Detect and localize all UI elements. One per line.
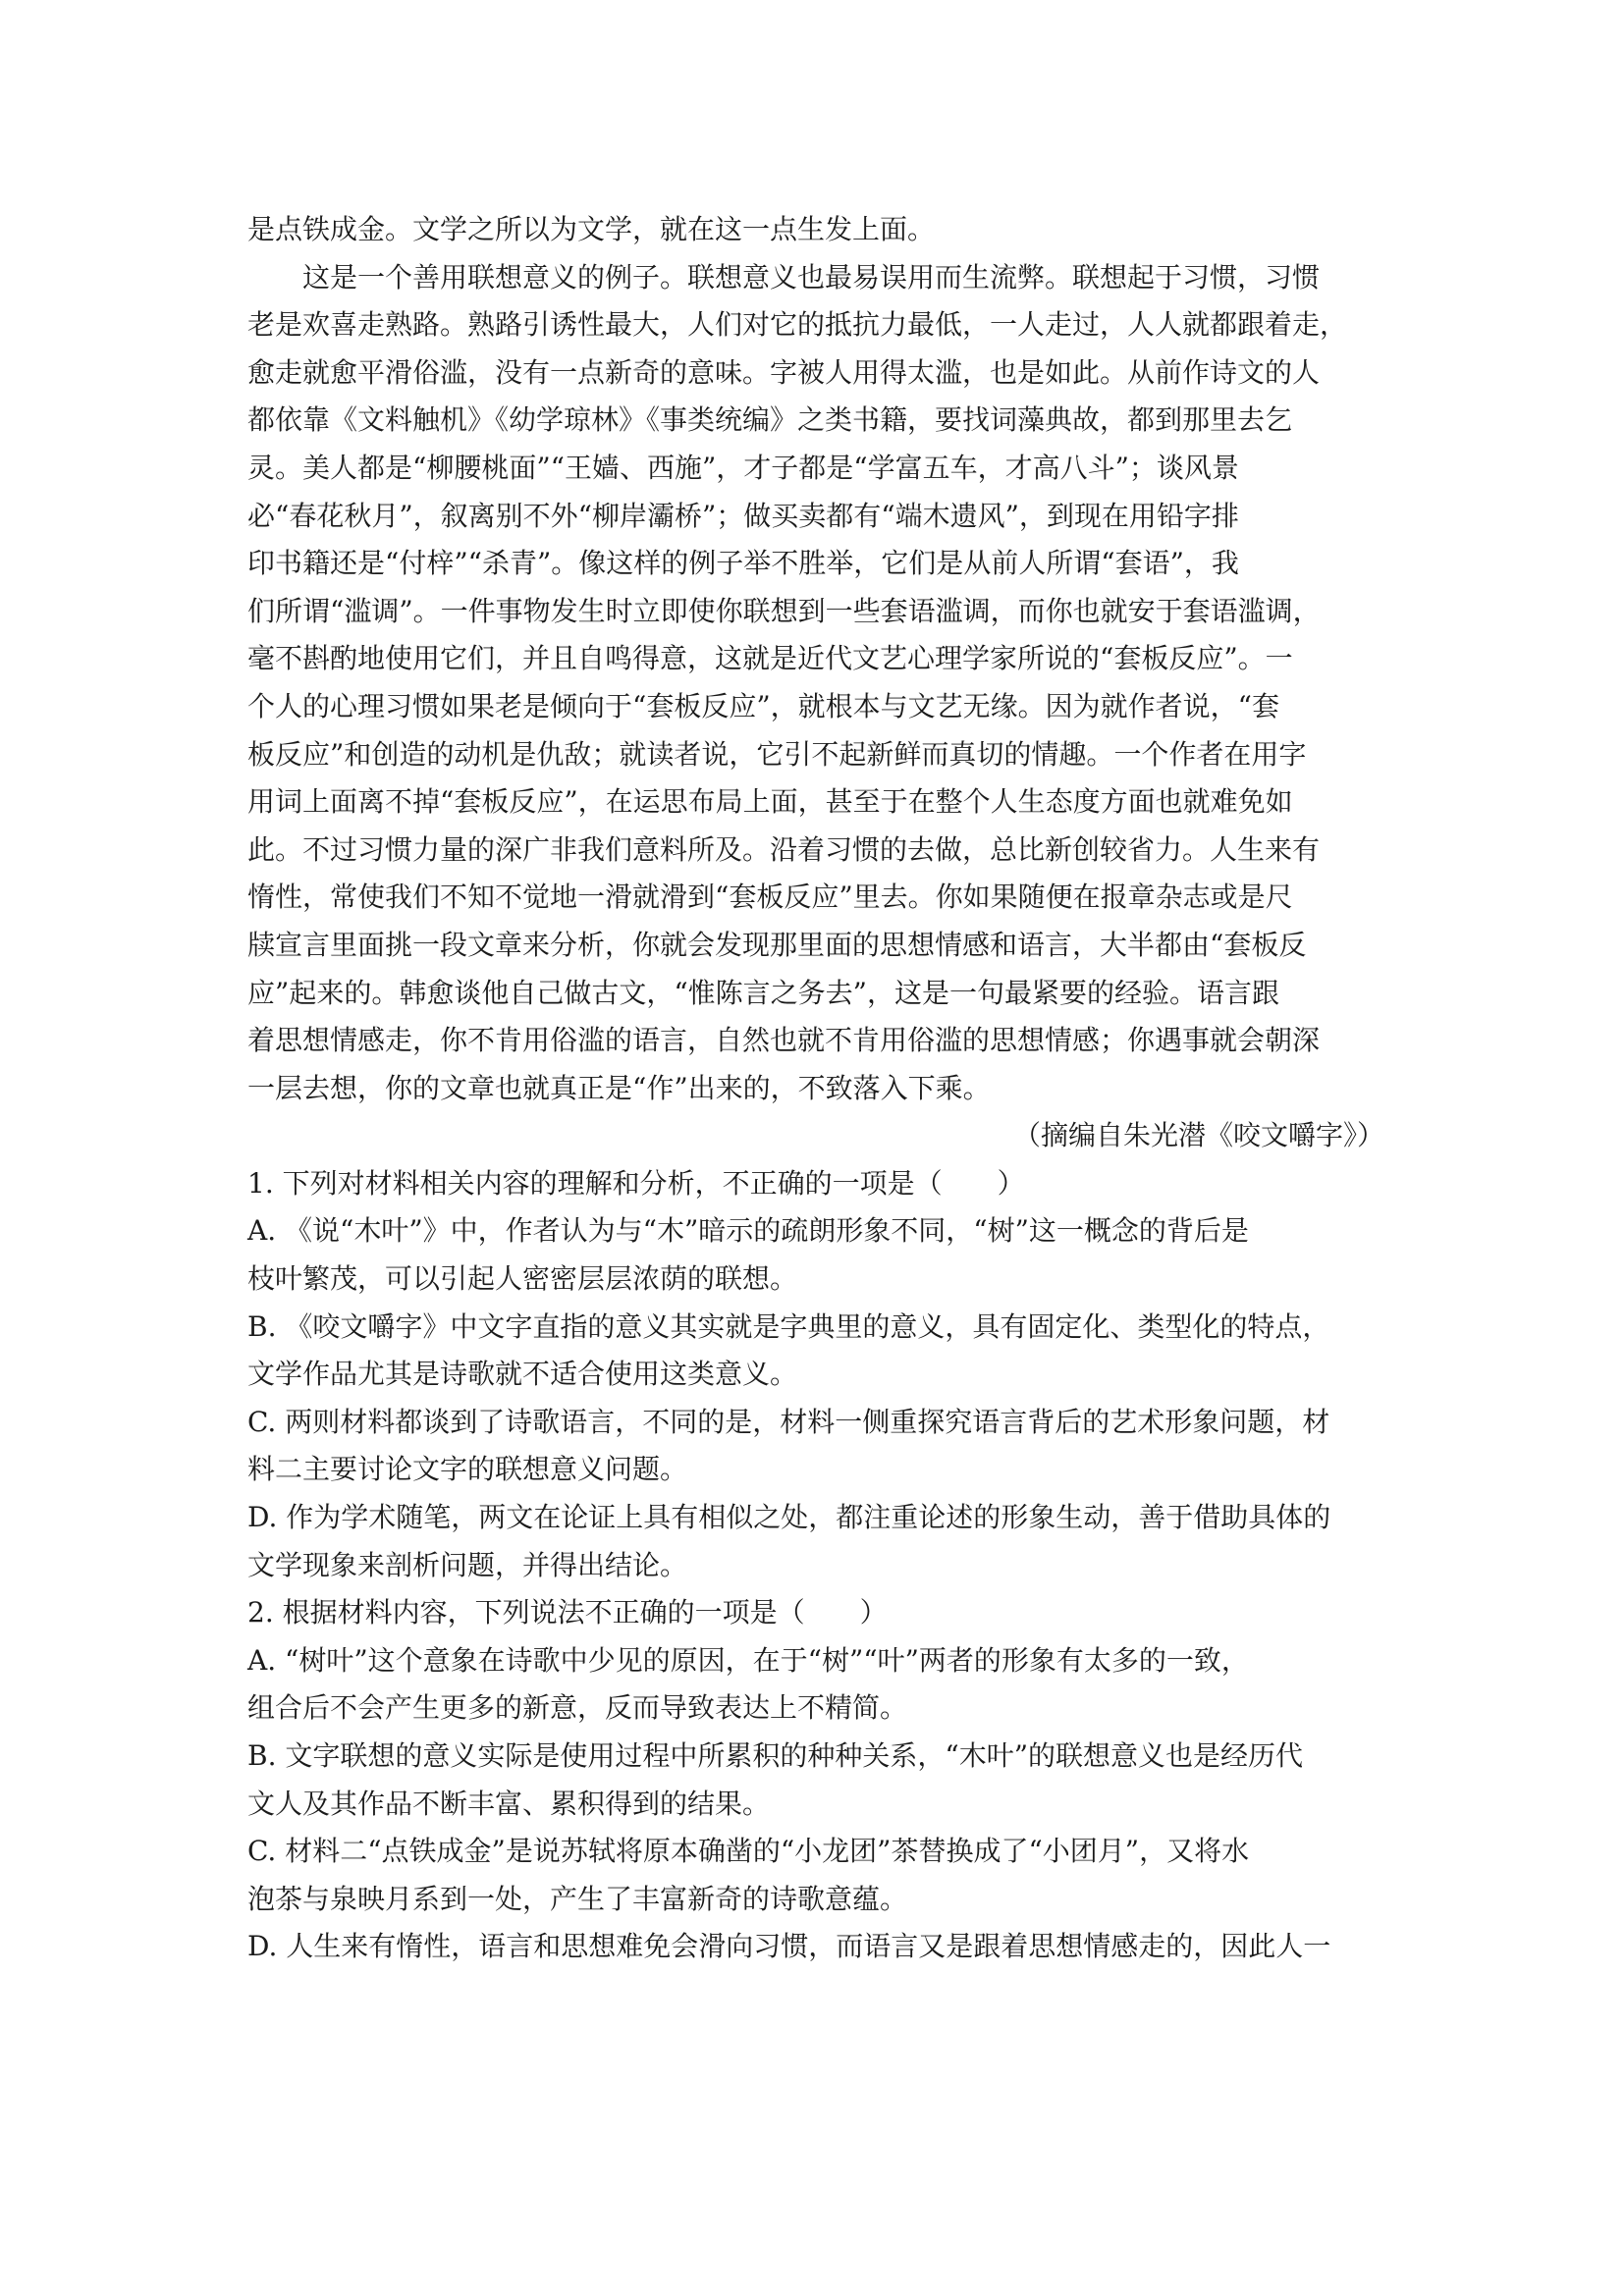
option-a[interactable] [247, 1207, 1386, 1303]
option-text: C. 材料二“点铁成金”是说苏轼将原本确凿的“小龙团”茶替换成了“小团月”，又将水 [247, 1835, 1250, 1868]
passage-line: 这是一个善用联想意义的例子。联想意义也最易误用而生流弊。联想起于习惯，习惯 [302, 260, 1321, 294]
option-d[interactable] [247, 1494, 1386, 1589]
question-1 [247, 1160, 1386, 1589]
option-b[interactable] [247, 1304, 1386, 1399]
page-content [247, 206, 1386, 1971]
passage-line: 毫不斟酌地使用它们，并且自鸣得意，这就是近代文艺心理学家所说的“套板反应”。一 [247, 642, 1293, 675]
passage-line: 老是欢喜走熟路。熟路引诱性最大，人们对它的抵抗力最低，一人走过，人人就都跟着走， [247, 308, 1348, 342]
option-text: 组合后不会产生更多的新意，反而导致表达上不精简。 [247, 1691, 908, 1725]
question-2 [247, 1589, 1386, 1971]
question-stem: 1. 下列对材料相关内容的理解和分析，不正确的一项是（ ） [247, 1166, 1025, 1200]
question-stem: 2. 根据材料内容，下列说法不正确的一项是（ ） [247, 1596, 888, 1629]
passage-line: 灵。美人都是“柳腰桃面”“王嫱、西施”，才子都是“学富五车，才高八斗”；谈风景 [247, 451, 1239, 484]
option-text: B. 《咬文嚼字》中文字直指的意义其实就是字典里的意义，具有固定化、类型化的特点， [247, 1309, 1330, 1343]
passage-line: 应”起来的。韩愈谈他自己做古文，“惟陈言之务去”，这是一句最紧要的经验。语言跟 [247, 976, 1279, 1009]
option-c[interactable] [247, 1399, 1386, 1494]
option-text: 文人及其作品不断丰富、累积得到的结果。 [247, 1787, 771, 1820]
option-text: D. 作为学术随笔，两文在论证上具有相似之处，都注重论述的形象生动，善于借助具体的 [247, 1501, 1331, 1534]
option-text: C. 两则材料都谈到了诗歌语言，不同的是，材料一侧重探究语言背后的艺术形象问题，材 [247, 1405, 1330, 1438]
passage-line: 惰性，常使我们不知不觉地一滑就滑到“套板反应”里去。你如果随便在报章杂志或是尺 [247, 881, 1293, 914]
passage-line: 牍宣言里面挑一段文章来分析，你就会发现那里面的思想情感和语言，大半都由“套板反 [247, 928, 1307, 961]
passage-line: 用词上面离不掉“套板反应”，在运思布局上面，甚至于在整个人生态度方面也就难免如 [247, 785, 1293, 819]
option-b[interactable] [247, 1733, 1386, 1828]
passage-line: 印书籍还是“付梓”“杀青”。像这样的例子举不胜举，它们是从前人所谓“套语”，我 [247, 547, 1239, 580]
option-text: 文学现象来剖析问题，并得出结论。 [247, 1548, 688, 1581]
passage-line: 都依靠《文料触机》《幼学琼林》《事类统编》之类书籍，要找词藻典故，都到那里去乞 [247, 403, 1293, 437]
option-c[interactable] [247, 1828, 1386, 1923]
option-text: D. 人生来有惰性，语言和思想难免会滑向习惯，而语言又是跟着思想情感走的，因此人一 [247, 1930, 1331, 1963]
passage-source: （摘编自朱光潜《咬文嚼字》） [1012, 1119, 1384, 1152]
passage-line: 们所谓“滥调”。一件事物发生时立即使你联想到一些套语滥调，而你也就安于套语滥调， [247, 594, 1321, 627]
option-text: A. “树叶”这个意象在诗歌中少见的原因，在于“树”“叶”两者的形象有太多的一致， [247, 1643, 1249, 1677]
option-text: A. 《说“木叶”》中，作者认为与“木”暗示的疏朗形象不同，“树”这一概念的背后是 [247, 1214, 1249, 1248]
option-text: 枝叶繁茂，可以引起人密密层层浓荫的联想。 [247, 1262, 798, 1296]
passage-line: 必“春花秋月”，叙离别不外“柳岸灞桥”；做买卖都有“端木遗风”，到现在用铅字排 [247, 499, 1239, 532]
passage-line: 个人的心理习惯如果老是倾向于“套板反应”，就根本与文艺无缘。因为就作者说，“套 [247, 689, 1279, 722]
passage-line: 是点铁成金。文学之所以为文学，就在这一点生发上面。 [247, 213, 936, 245]
reading-passage [247, 206, 1386, 1160]
passage-line: 愈走就愈平滑俗滥，没有一点新奇的意味。字被人用得太滥，也是如此。从前作诗文的人 [247, 355, 1321, 389]
option-text: B. 文字联想的意义实际是使用过程中所累积的种种关系，“木叶”的联想意义也是经历代 [247, 1739, 1304, 1772]
option-text: 泡茶与泉映月系到一处，产生了丰富新奇的诗歌意蕴。 [247, 1882, 908, 1915]
passage-line: 一层去想，你的文章也就真正是“作”出来的，不致落入下乘。 [247, 1071, 991, 1104]
option-d[interactable] [247, 1923, 1386, 1971]
option-a[interactable] [247, 1637, 1386, 1733]
option-text: 文学作品尤其是诗歌就不适合使用这类意义。 [247, 1358, 798, 1391]
option-text: 料二主要讨论文字的联想意义问题。 [247, 1453, 688, 1486]
passage-line: 着思想情感走，你不肯用俗滥的语言，自然也就不肯用俗滥的思想情感；你遇事就会朝深 [247, 1024, 1321, 1057]
passage-line: 此。不过习惯力量的深广非我们意料所及。沿着习惯的去做，总比新创较省力。人生来有 [247, 832, 1321, 866]
passage-line: 板反应”和创造的动机是仇敌；就读者说，它引不起新鲜而真切的情趣。一个作者在用字 [247, 737, 1307, 771]
